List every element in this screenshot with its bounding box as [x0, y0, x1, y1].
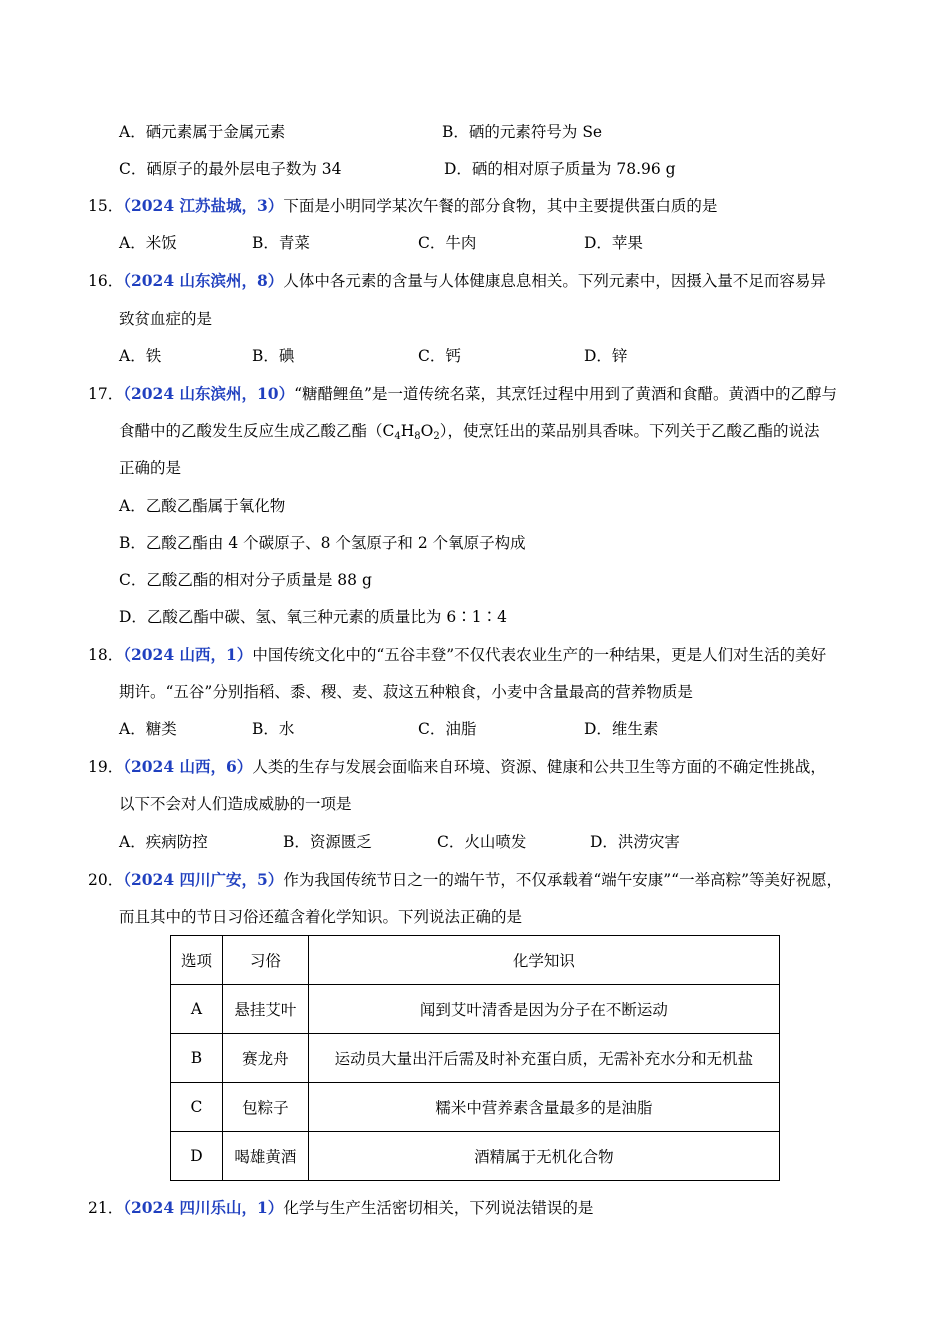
question-number: 17．	[88, 385, 124, 403]
q17-option-a: A．乙酸乙酯属于氧化物	[119, 497, 286, 515]
q18-option-a: A．糖类	[119, 720, 177, 738]
question-number: 19．	[88, 758, 124, 776]
table-cell: A	[171, 985, 223, 1034]
question-text: 人体中各元素的含量与人体健康息息相关。下列元素中，因摄入量不足而容易异	[283, 272, 826, 290]
formula-subscript: 4	[394, 431, 401, 442]
q15-option-d: D．苹果	[584, 234, 643, 252]
q15-stem	[88, 196, 717, 216]
formula-subscript: 2	[433, 431, 440, 442]
table-cell: 喝雄黄酒	[222, 1132, 308, 1181]
q17-stem	[88, 384, 837, 404]
table-cell: B	[171, 1034, 223, 1083]
question-number: 16．	[88, 272, 124, 290]
question-text: 中国传统文化中的“五谷丰登”不仅代表农业生产的一种结果，更是人们对生活的美好	[252, 646, 827, 664]
table-header-cell: 化学知识	[308, 936, 779, 985]
formula-suffix: ），使烹饪出的菜品别具香味。下列关于乙酸乙酯的说法	[439, 422, 820, 440]
q18-option-d: D．维生素	[584, 720, 659, 738]
q14-option-c: C．硒原子的最外层电子数为 34	[119, 160, 342, 178]
q18-option-c: C．油脂	[418, 720, 477, 738]
q18-stem	[88, 645, 826, 665]
table-cell: 酒精属于无机化合物	[308, 1132, 779, 1181]
question-text: “糖醋鲤鱼”是一道传统名菜，其烹饪过程中用到了黄酒和食醋。黄酒中的乙醇与	[294, 385, 837, 403]
question-source: （2024 江苏盐城，3）	[123, 196, 284, 215]
q15-option-a: A．米饭	[119, 234, 177, 252]
question-source: （2024 山西，6）	[123, 757, 253, 776]
q21-stem	[88, 1198, 593, 1218]
q16-option-a: A．铁	[119, 347, 162, 365]
q17-option-c: C．乙酸乙酯的相对分子质量是 88 g	[119, 571, 372, 589]
question-source: （2024 山西，1）	[123, 645, 253, 664]
question-number: 20．	[88, 871, 124, 889]
question-number: 15．	[88, 197, 124, 215]
q16-stem	[88, 271, 826, 291]
q16-option-b: B．碘	[252, 347, 295, 365]
q17-stem-cont2: 正确的是	[119, 459, 182, 477]
table-row	[171, 985, 780, 1034]
table-row	[171, 1083, 780, 1132]
question-text: 人类的生存与发展会面临来自环境、资源、健康和公共卫生等方面的不确定性挑战，	[252, 758, 826, 776]
question-text: 作为我国传统节日之一的端午节，不仅承载着“端午安康”“一举高粽”等美好祝愿，	[283, 871, 843, 889]
table-row	[171, 1132, 780, 1181]
question-number: 18．	[88, 646, 124, 664]
q17-option-b: B．乙酸乙酯由 4 个碳原子、8 个氢原子和 2 个氧原子构成	[119, 534, 526, 552]
q16-option-d: D．锌	[584, 347, 628, 365]
q14-option-d: D．硒的相对原子质量为 78.96 g	[444, 160, 676, 178]
q15-option-c: C．牛肉	[418, 234, 477, 252]
table-cell: 包粽子	[222, 1083, 308, 1132]
q19-option-a: A．疾病防控	[119, 833, 208, 851]
q17-stem-cont	[119, 421, 820, 447]
formula-subscript: 8	[414, 431, 421, 442]
table-row	[171, 1034, 780, 1083]
question-source: （2024 四川广安，5）	[123, 870, 284, 889]
table-cell: 悬挂艾叶	[222, 985, 308, 1034]
question-text: 化学与生产生活密切相关，下列说法错误的是	[283, 1199, 594, 1217]
q19-option-c: C．火山喷发	[437, 833, 527, 851]
q15-option-b: B．青菜	[252, 234, 310, 252]
table-cell: D	[171, 1132, 223, 1181]
q19-stem	[88, 757, 826, 777]
q16-option-c: C．钙	[418, 347, 461, 365]
q19-stem-cont: 以下不会对人们造成威胁的一项是	[119, 795, 352, 813]
formula-element: O	[420, 422, 434, 440]
q20-stem	[88, 870, 842, 890]
formula-prefix: 食醋中的乙酸发生反应生成乙酸乙酯（C	[119, 422, 395, 440]
question-text: 下面是小明同学某次午餐的部分食物，其中主要提供蛋白质的是	[283, 197, 718, 215]
table-header-row	[171, 936, 780, 985]
table-cell: C	[171, 1083, 223, 1132]
q17-option-d: D．乙酸乙酯中碳、氢、氧三种元素的质量比为 6∶1∶4	[119, 608, 507, 626]
question-source: （2024 山东滨州，8）	[123, 271, 284, 290]
q20-stem-cont: 而且其中的节日习俗还蕴含着化学知识。下列说法正确的是	[119, 908, 523, 926]
q20-table	[170, 935, 780, 1181]
table-cell: 赛龙舟	[222, 1034, 308, 1083]
q19-option-b: B．资源匮乏	[283, 833, 372, 851]
q18-stem-cont: 期许。“五谷”分别指稻、黍、稷、麦、菽这五种粮食，小麦中含量最高的营养物质是	[119, 683, 693, 701]
q19-option-d: D．洪涝灾害	[590, 833, 680, 851]
q14-option-a: A．硒元素属于金属元素	[119, 123, 286, 141]
q18-option-b: B．水	[252, 720, 295, 738]
q16-stem-cont: 致贫血症的是	[119, 310, 213, 328]
question-source: （2024 四川乐山，1）	[123, 1198, 284, 1217]
formula-element: H	[400, 422, 415, 440]
table-cell: 糯米中营养素含量最多的是油脂	[308, 1083, 779, 1132]
q14-option-b: B．硒的元素符号为 Se	[442, 123, 603, 141]
question-number: 21．	[88, 1199, 124, 1217]
table-cell: 闻到艾叶清香是因为分子在不断运动	[308, 985, 779, 1034]
question-source: （2024 山东滨州，10）	[123, 384, 295, 403]
table-header-cell: 习俗	[222, 936, 308, 985]
table-header-cell: 选项	[171, 936, 223, 985]
table-cell: 运动员大量出汗后需及时补充蛋白质，无需补充水分和无机盐	[308, 1034, 779, 1083]
